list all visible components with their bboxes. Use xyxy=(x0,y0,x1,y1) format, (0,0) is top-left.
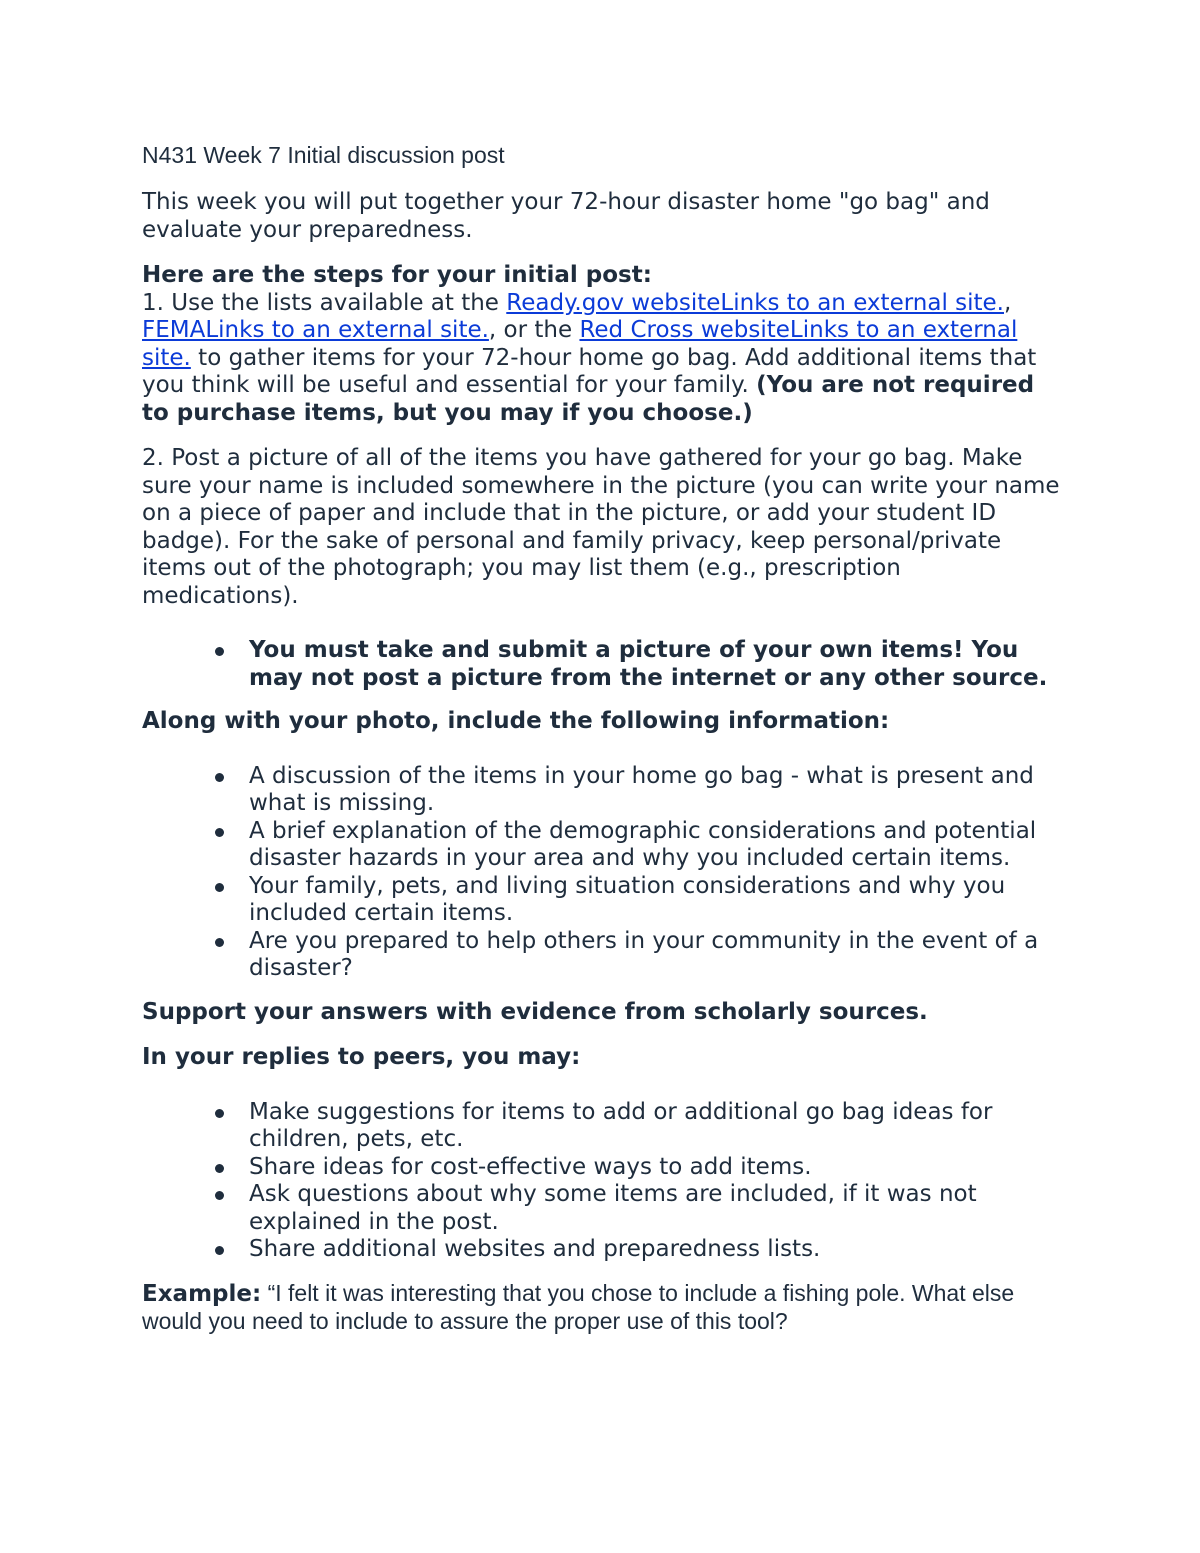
step1-bold-note: (You are not required to purchase items, but you may if you choose.) xyxy=(142,372,1035,426)
replies-list xyxy=(142,1099,1062,1264)
list-item: Share additional websites and preparedness lists. xyxy=(249,1236,1062,1264)
step2-paragraph: 2. Post a picture of all of the items you have gathered for your go bag. Make sure your name is included somewhere in the picture (you can write your name on a piece of paper and include that in the picture, or add your student ID badge). For the sake of personal and family privacy, keep personal/private items out of the photograph; you may list them (e.g., prescription medications). xyxy=(142,445,1060,609)
warning-bullet: You must take and submit a picture of your own items! You may not post a picture from the internet or any other source. xyxy=(249,637,1062,692)
warning-list xyxy=(142,637,1062,692)
ready-gov-link[interactable]: Ready.gov websiteLinks to an external site. xyxy=(506,289,1004,316)
list-item: Are you prepared to help others in your community in the event of a disaster? xyxy=(249,928,1062,983)
list-item: Your family, pets, and living situation considerations and why you included certain items. xyxy=(249,873,1062,928)
photo-info-list xyxy=(142,763,1062,983)
step1-prefix: 1. Use the lists available at the xyxy=(142,289,507,316)
steps-heading: Here are the steps for your initial post: xyxy=(142,262,652,288)
photo-heading: Along with your photo, include the following information: xyxy=(142,708,890,734)
intro-paragraph: This week you will put together your 72-hour disaster home "go bag" and evaluate your preparedness. xyxy=(142,189,990,243)
list-item: Make suggestions for items to add or additional go bag ideas for children, pets, etc. xyxy=(249,1099,1062,1154)
fema-link[interactable]: FEMALinks to an external site. xyxy=(142,317,489,343)
list-item: A discussion of the items in your home go bag - what is present and what is missing. xyxy=(249,763,1062,818)
document-page xyxy=(142,140,1062,1355)
example-text: “I felt it was interesting that you chose to include a fishing pole. What else would you need to include to assure the proper use of this tool? xyxy=(142,1279,1015,1334)
list-item: Ask questions about why some items are included, if it was not explained in the post. xyxy=(249,1181,1062,1236)
example-label: Example: xyxy=(142,1280,262,1307)
document-title: N431 Week 7 Initial discussion post xyxy=(142,142,505,168)
example-paragraph xyxy=(142,1280,1062,1337)
support-heading: Support your answers with evidence from scholarly sources. xyxy=(142,998,928,1025)
red-cross-link[interactable]: Red Cross websiteLinks to an external site. xyxy=(142,317,1018,371)
replies-heading: In your replies to peers, you may: xyxy=(142,1044,581,1070)
step1-separator-2: , or the xyxy=(488,317,580,343)
steps-section xyxy=(142,262,1062,427)
list-item: Share ideas for cost-effective ways to add items. xyxy=(249,1154,1062,1182)
step1-suffix: to gather items for your 72-hour home go bag. Add additional items that you think will be useful and essential for your family. xyxy=(142,344,1037,398)
list-item: A brief explanation of the demographic considerations and potential disaster hazards in your area and why you included certain items. xyxy=(249,818,1062,873)
step1-separator-1: , xyxy=(1004,289,1012,316)
